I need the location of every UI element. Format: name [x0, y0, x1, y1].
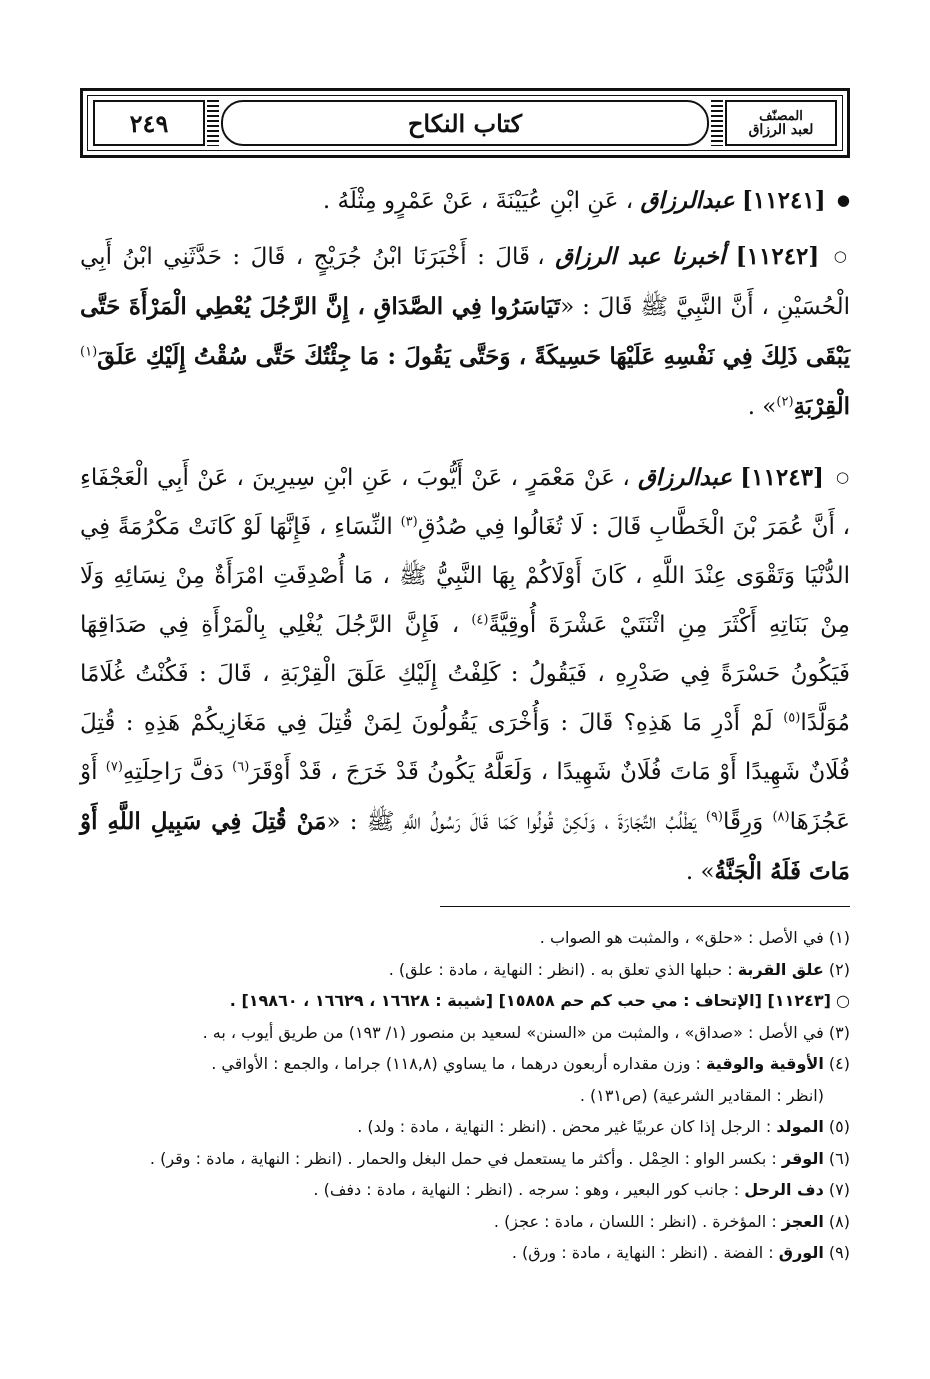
footnote-ref-1[interactable]: (١)	[80, 344, 98, 360]
footnote-text: : وزن مقداره أربعون درهما ، ما يساوي (١١٨,٨) جراما ، والجمع : الأواقي .	[211, 1054, 701, 1073]
entry-marker: ○	[836, 468, 851, 486]
footnote-ref-7[interactable]: (٧)	[105, 759, 123, 775]
entry-text: ، فَإِنَّ الرَّجُلَ يُغْلِي بِالْمَرْأَةِ فِي صَدَاقِهَا فَيَكُونُ حَسْرَةً فِي صَدْرِهِ ، فَيَقُولُ : كَلِفْتُ إِلَيْكِ عَلَقَ الْقِرْبَةِ ، قَالَ : فَكُنْتُ غُلَامًا مُوَلَّدًا	[80, 612, 851, 736]
hadith-entry-11241	[80, 176, 850, 226]
footnote-6	[80, 1143, 850, 1175]
entry-text: يَطْلُبُ التِّجَارَةَ ، وَلَكِنْ قُولُوا كَمَا قَالَ رَسُولُ اللَّهِ ﷺ : «	[326, 809, 697, 835]
entry-text: أَوْ عَجُزَهَا	[80, 759, 851, 835]
page-number: ٢٤٩	[129, 108, 169, 138]
footnote-3	[80, 1017, 850, 1049]
entry-number: [١١٢٤١]	[742, 187, 826, 214]
entry-text: النِّسَاءِ ، فَإِنَّهَا لَوْ كَانَتْ مَكْرُمَةً فِي الدُّنْيَا وَتَقْوَى عِنْدَ اللَّهِ ، كَانَ أَوْلَاكُمْ بِهَا النَّبِيُّ ﷺ ، مَا أُصْدِقَتِ امْرَأَةٌ مِنْ نِسَائِهِ وَلَا مِنْ بَنَاتِهِ أَكْثَرَ مِنِ اثْنَتَيْ عَشْرَةَ أُوقِيَّةً	[80, 514, 850, 638]
footnote-continuation: (انظر : المقادير الشرعية) (ص١٣١) .	[579, 1085, 824, 1105]
hadith-quote: تَيَاسَرُوا فِي الصَّدَاقِ ، إِنَّ الرَّجُلَ يُعْطِي الْمَرْأَةَ حَتَّى يَبْقَى ذَلِكَ فِي نَفْسِهِ عَلَيْهَا حَسِيكَةً ، وَحَتَّى يَقُولَ : مَا جِئْتُكَ حَتَّى سُقْتُ إِلَيْكِ عَلَقَ	[80, 293, 850, 370]
section-title: كتاب النكاح	[407, 108, 523, 138]
footnote-4	[80, 1048, 850, 1111]
footnote-ref-2[interactable]: (٢)	[776, 394, 794, 410]
footnote-9	[80, 1237, 850, 1269]
footnote-number: (٩)	[828, 1243, 850, 1262]
page-header	[80, 88, 850, 158]
footnote-text: في الأصل : «صداق» ، والمثبت من «السنن» لسعيد بن منصور (١/ ١٩٣) من طريق أيوب ، به .	[202, 1022, 824, 1042]
footnote-8	[80, 1206, 850, 1238]
footnote-2	[80, 954, 850, 986]
entry-marker: ○	[833, 247, 850, 265]
entry-text-end: » .	[685, 859, 715, 885]
footnote-ref-5[interactable]: (٥)	[783, 710, 801, 726]
footnote-term: الأوقية والوقية	[706, 1054, 824, 1073]
footnote-text: : جانب كور البعير ، وهو : سرجه . (انظر : النهاية ، مادة : دفف) .	[313, 1180, 740, 1199]
entry-number: [١١٢٤٣]	[740, 464, 824, 491]
footnote-number: (٦)	[828, 1148, 850, 1168]
entry-narrator: عبدالرزاق	[640, 187, 735, 214]
footnote-term: [١١٢٤٣] [الإتحاف : مي حب كم حم ١٥٨٥٨] [شيبة : ١٦٦٢٨ ، ١٦٦٢٩ ، ١٩٨٦٠] .	[229, 991, 831, 1010]
footnote-term: علق القربة	[737, 959, 824, 979]
hadith-entry-11243	[80, 453, 850, 897]
hadith-quote: مَنْ قُتِلَ فِي سَبِيلِ اللَّهِ أَوْ مَاتَ فَلَهُ الْجَنَّةُ	[80, 808, 850, 885]
footnote-number: (٤)	[828, 1054, 850, 1073]
footnote-term: العجز	[781, 1211, 824, 1231]
ornament-right	[711, 100, 723, 146]
book-logo-line2: لعبد الرزاق	[748, 121, 814, 138]
entry-text: دَفَّ رَاحِلَتِهِ	[122, 759, 224, 785]
footnote-text: في الأصل : «حلق» ، والمثبت هو الصواب .	[539, 928, 824, 947]
footnote-ref-3[interactable]: (٣)	[400, 514, 418, 530]
entry-text: ، قَالَ : أَخْبَرَنَا ابْنُ جُرَيْجٍ ، قَالَ : حَدَّثَنِي ابْنُ أَبِي الْحُسَيْنِ ، أَنَّ النَّبِيَّ ﷺ قَالَ : «	[80, 244, 850, 320]
footnote-number: (٢)	[828, 959, 850, 979]
footnote-text: : بكسر الواو : الحِمْل . وأكثر ما يستعمل في حمل البغل والحمار . (انظر : النهاية ، مادة : وقر) .	[149, 1148, 777, 1168]
footnote-5	[80, 1111, 850, 1143]
section-title-box	[221, 100, 709, 146]
footnote-term: دف الرحل	[744, 1180, 824, 1199]
footnote-term: الورق	[778, 1243, 824, 1262]
book-logo-line1: المصنّف	[759, 108, 803, 124]
hadith-quote-end: الْقِرْبَةِ	[793, 393, 850, 420]
entry-text: وَرِقًا	[723, 809, 764, 835]
footnote-separator	[440, 906, 850, 907]
footnote-term: المولد	[776, 1117, 824, 1136]
footnote-number: (٨)	[828, 1211, 850, 1231]
page-number-box	[93, 100, 205, 146]
book-logo-box	[725, 100, 837, 146]
footnote-number: (٧)	[828, 1180, 850, 1199]
entry-narrator: أخبرنا عبد الرزاق	[555, 243, 726, 270]
footnote-ref-4[interactable]: (٤)	[471, 612, 489, 628]
footnote-number: ○	[836, 991, 850, 1010]
entry-number: [١١٢٤٢]	[735, 243, 820, 270]
ornament-left	[207, 100, 219, 146]
entry-text: ، عَنْ مَعْمَرٍ ، عَنْ أَيُّوبَ ، عَنِ ابْنِ سِيرِينَ ، عَنْ أَبِي الْعَجْفَاءِ ، أَنَّ عُمَرَ بْنَ الْخَطَّابِ قَالَ : لَا تُغَالُوا فِي صُدُقِ	[80, 465, 851, 540]
footnotes	[80, 922, 850, 1269]
footnote-7	[80, 1174, 850, 1206]
footnote-ref-9[interactable]: (٩)	[705, 809, 723, 825]
footnote-ref-11243	[80, 985, 850, 1017]
footnote-text: : الرجل إذا كان عربيًا غير محض . (انظر : النهاية ، مادة : ولد) .	[357, 1117, 772, 1136]
entry-narrator: عبدالرزاق	[637, 464, 733, 491]
footnote-term: الوقر	[781, 1148, 824, 1168]
footnote-ref-8[interactable]: (٨)	[772, 809, 790, 825]
footnote-ref-6[interactable]: (٦)	[232, 759, 250, 775]
footnote-number: (١)	[828, 928, 850, 947]
entry-text-end: » .	[747, 394, 777, 420]
hadith-entry-11242	[80, 232, 850, 432]
footnote-number: (٥)	[828, 1117, 850, 1136]
entry-marker: ●	[836, 191, 850, 209]
footnote-number: (٣)	[828, 1022, 850, 1042]
entry-text: ، عَنِ ابْنِ عُيَيْنَةَ ، عَنْ عَمْرٍو مِثْلَهُ .	[322, 188, 634, 214]
entry-text: لَمْ أَدْرِ مَا هَذِهِ؟ قَالَ : وَأُخْرَى يَقُولُونَ لِمَنْ قُتِلَ فِي مَغَازِيكُمْ هَذِهِ : قُتِلَ فُلَانٌ شَهِيدًا أَوْ مَاتَ فُلَانٌ شَهِيدًا ، وَلَعَلَّهُ يَكُونُ قَدْ خَرَجَ ، قَدْ أَوْقَرَ	[80, 710, 851, 785]
footnote-1	[80, 922, 850, 954]
footnote-text: : الفضة . (انظر : النهاية ، مادة : ورق) .	[511, 1243, 774, 1262]
footnote-text: : المؤخرة . (انظر : اللسان ، مادة : عجز) .	[493, 1211, 777, 1231]
footnote-text: : حبلها الذي تعلق به . (انظر : النهاية ، مادة : علق) .	[388, 959, 733, 979]
